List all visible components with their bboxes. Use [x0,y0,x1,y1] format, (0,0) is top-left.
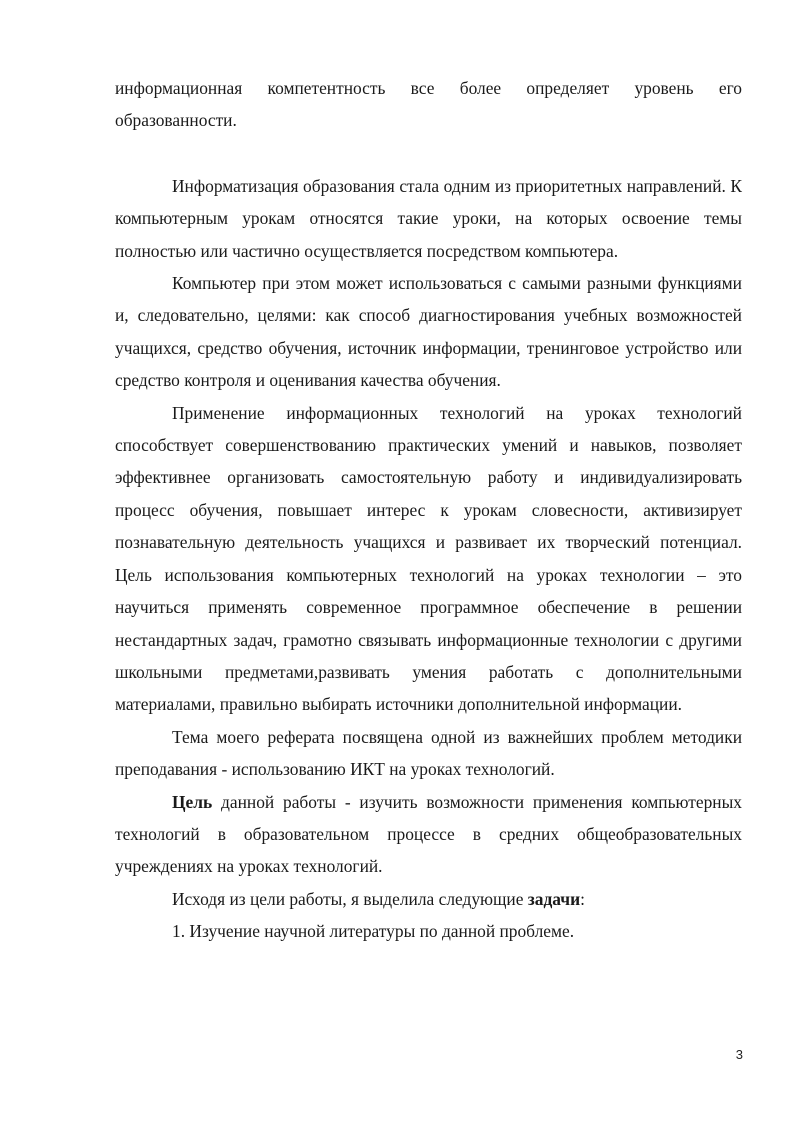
paragraph-computer-functions: Компьютер при этом может использоваться с самыми разными функциями и, следовательно, целями: как способ диагностирования учебных возможностей учащихся, средство обучения, источник информации, тренинговое устройство или средство контроля и оценивания качества обучения. [115,273,742,391]
tasks-colon: : [580,888,585,909]
document-body [115,72,742,948]
paragraph-gap [115,137,742,170]
paragraph-goal [115,786,742,883]
page-number: 3 [735,1047,743,1062]
paragraph-ict-application: Применение информационных технологий на уроках технологий способствует совершенствованию практических умений и навыков, позволяет эффективнее организовать самостоятельную работу и индивидуализировать процесс обучения, повышает интерес к урокам словесности, активизирует познавательную деятельность учащихся и развивает их творческий потенциал. Цель использования компьютерных технологий на уроках технологии – это научиться применять современное программное обеспечение в решении нестандартных задач, грамотно связывать информационные технологии с другими школьными предметами,развивать умения работать с дополнительными материалами, правильно выбирать источники дополнительной информации. [115,402,742,715]
paragraph-tasks-intro [115,883,742,915]
tasks-bold-label: задачи [527,888,581,909]
goal-bold-label: Цель [172,791,213,812]
paragraph-topic: Тема моего реферата посвящена одной из важнейших проблем методики преподавания - использованию ИКТ на уроках технологий. [115,726,742,780]
paragraph-informatization: Информатизация образования стала одним из приоритетных направлений. К компьютерным урокам относятся такие уроки, на которых освоение темы полностью или частично осуществляется посредством компьютера. [115,175,742,261]
tasks-intro-text: Исходя из цели работы, я выделила следующие [172,888,528,909]
paragraph-intro-continuation: информационная компетентность все более определяет уровень его образованности. [115,78,742,131]
list-item-task-1: 1. Изучение научной литературы по данной проблеме. [172,921,575,942]
goal-text: данной работы - изучить возможности применения компьютерных технологий в образовательном процессе в средних общеобразовательных учреждениях на уроках технологий. [115,791,742,877]
